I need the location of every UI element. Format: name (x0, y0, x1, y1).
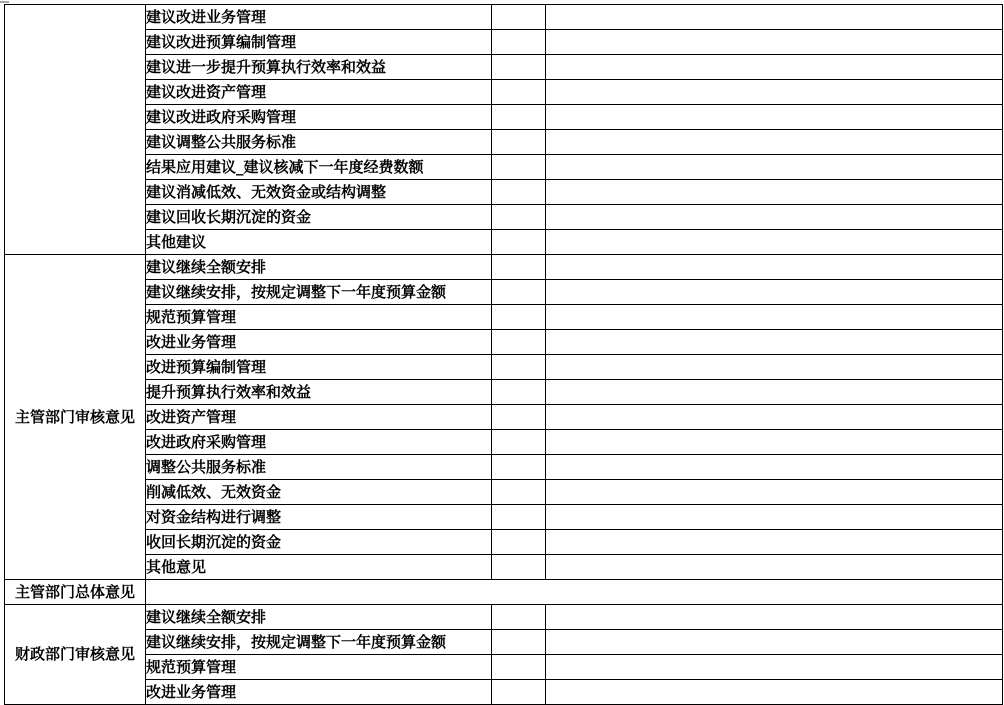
check-cell (492, 405, 546, 430)
comment-cell (546, 380, 1003, 405)
table-row (5, 430, 1003, 455)
item-label: 建议继续全额安排 (146, 605, 492, 630)
item-label: 提升预算执行效率和效益 (146, 380, 492, 405)
check-cell (492, 530, 546, 555)
item-label: 削减低效、无效资金 (146, 480, 492, 505)
table-row (5, 205, 1003, 230)
check-cell (492, 480, 546, 505)
table-row (5, 30, 1003, 55)
comment-cell (546, 605, 1003, 630)
item-label: 建议改进资产管理 (146, 80, 492, 105)
item-label: 建议继续安排，按规定调整下一年度预算金额 (146, 280, 492, 305)
check-cell (492, 555, 546, 580)
table-row (5, 405, 1003, 430)
comment-cell (546, 430, 1003, 455)
comment-cell (546, 680, 1003, 705)
check-cell (492, 505, 546, 530)
table-row (5, 605, 1003, 630)
item-label: 改进业务管理 (146, 680, 492, 705)
check-cell (492, 630, 546, 655)
check-cell (492, 280, 546, 305)
comment-cell (546, 505, 1003, 530)
item-label: 建议改进业务管理 (146, 5, 492, 30)
table-row (5, 330, 1003, 355)
item-label: 建议改进预算编制管理 (146, 30, 492, 55)
check-cell (492, 680, 546, 705)
comment-cell (546, 130, 1003, 155)
table-row (5, 655, 1003, 680)
comment-cell (546, 355, 1003, 380)
check-cell (492, 180, 546, 205)
table-row (5, 580, 1003, 605)
item-label: 规范预算管理 (146, 305, 492, 330)
item-label: 改进预算编制管理 (146, 355, 492, 380)
table-row (5, 80, 1003, 105)
comment-cell (546, 480, 1003, 505)
comment-cell (546, 30, 1003, 55)
table-row (5, 155, 1003, 180)
check-cell (492, 655, 546, 680)
comment-cell (546, 280, 1003, 305)
item-label: 改进资产管理 (146, 405, 492, 430)
table-row (5, 530, 1003, 555)
review-opinion-table (4, 4, 1003, 705)
item-label: 建议进一步提升预算执行效率和效益 (146, 55, 492, 80)
section-label-cell: 财政部门审核意见 (5, 605, 146, 705)
item-label: 其他建议 (146, 230, 492, 255)
table-row (5, 355, 1003, 380)
table-row (5, 305, 1003, 330)
comment-cell (546, 255, 1003, 280)
table-row (5, 255, 1003, 280)
section-label-cell: 主管部门审核意见 (5, 255, 146, 580)
item-label: 改进业务管理 (146, 330, 492, 355)
item-label: 建议消减低效、无效资金或结构调整 (146, 180, 492, 205)
table-row (5, 180, 1003, 205)
table-row (5, 105, 1003, 130)
check-cell (492, 355, 546, 380)
check-cell (492, 305, 546, 330)
comment-cell (546, 180, 1003, 205)
check-cell (492, 455, 546, 480)
check-cell (492, 205, 546, 230)
table-row (5, 5, 1003, 30)
check-cell (492, 155, 546, 180)
overall-opinion-cell (146, 580, 1003, 605)
comment-cell (546, 55, 1003, 80)
check-cell (492, 230, 546, 255)
check-cell (492, 5, 546, 30)
check-cell (492, 130, 546, 155)
comment-cell (546, 330, 1003, 355)
comment-cell (546, 305, 1003, 330)
comment-cell (546, 230, 1003, 255)
table-row (5, 630, 1003, 655)
table-row (5, 680, 1003, 705)
comment-cell (546, 655, 1003, 680)
comment-cell (546, 155, 1003, 180)
check-cell (492, 255, 546, 280)
check-cell (492, 30, 546, 55)
item-label: 对资金结构进行调整 (146, 505, 492, 530)
cropped-border-artifact (0, 1, 9, 3)
check-cell (492, 330, 546, 355)
item-label: 建议改进政府采购管理 (146, 105, 492, 130)
table-row (5, 55, 1003, 80)
item-label: 建议继续全额安排 (146, 255, 492, 280)
check-cell (492, 55, 546, 80)
table-row (5, 280, 1003, 305)
comment-cell (546, 455, 1003, 480)
item-label: 调整公共服务标准 (146, 455, 492, 480)
item-label: 改进政府采购管理 (146, 430, 492, 455)
check-cell (492, 430, 546, 455)
comment-cell (546, 405, 1003, 430)
section-label-cell (5, 5, 146, 255)
comment-cell (546, 205, 1003, 230)
item-label: 收回长期沉淀的资金 (146, 530, 492, 555)
check-cell (492, 380, 546, 405)
item-label: 规范预算管理 (146, 655, 492, 680)
comment-cell (546, 555, 1003, 580)
comment-cell (546, 80, 1003, 105)
section-label-cell: 主管部门总体意见 (5, 580, 146, 605)
check-cell (492, 80, 546, 105)
check-cell (492, 605, 546, 630)
table-row (5, 505, 1003, 530)
comment-cell (546, 105, 1003, 130)
item-label: 其他意见 (146, 555, 492, 580)
table-row (5, 230, 1003, 255)
table-row (5, 455, 1003, 480)
table-row (5, 555, 1003, 580)
item-label: 结果应用建议_建议核减下一年度经费数额 (146, 155, 492, 180)
table-row (5, 130, 1003, 155)
comment-cell (546, 530, 1003, 555)
comment-cell (546, 630, 1003, 655)
check-cell (492, 105, 546, 130)
item-label: 建议回收长期沉淀的资金 (146, 205, 492, 230)
item-label: 建议继续安排，按规定调整下一年度预算金额 (146, 630, 492, 655)
comment-cell (546, 5, 1003, 30)
table-row (5, 480, 1003, 505)
table-row (5, 380, 1003, 405)
item-label: 建议调整公共服务标准 (146, 130, 492, 155)
